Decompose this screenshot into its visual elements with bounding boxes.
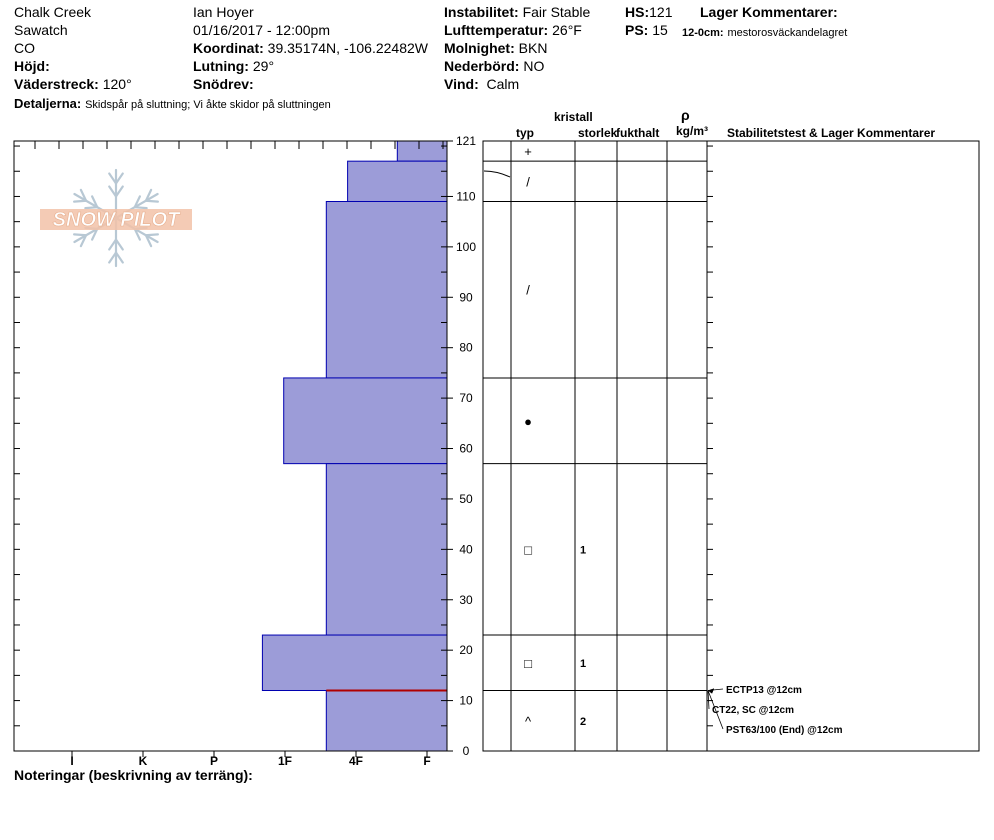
y-tick-label: 70 <box>459 391 473 406</box>
snowflake-branch <box>135 207 147 208</box>
y-tick-label: 90 <box>459 290 473 305</box>
wind-label: Vind: <box>444 76 479 92</box>
wind-value: Calm <box>486 76 520 92</box>
snowflake-branch <box>85 207 97 208</box>
observer: Ian Hoyer <box>193 4 254 20</box>
snowflake-branch <box>146 201 158 202</box>
y-tick-label: 80 <box>459 340 473 355</box>
aspect-value: 120° <box>102 76 132 92</box>
moisture-header: fukthalt <box>616 126 660 140</box>
sky-label: Molnighet: <box>444 40 515 56</box>
notes-label: Noteringar (beskrivning av terräng): <box>14 767 253 783</box>
grain-type-symbol: + <box>524 144 532 160</box>
grain-type-symbol: ● <box>524 413 532 429</box>
layer-comment-depth: 12-0cm: <box>682 27 724 39</box>
precip-label: Nederbörd: <box>444 58 520 74</box>
y-tick-label: 50 <box>459 491 473 506</box>
datetime: 01/16/2017 - 12:00pm <box>193 22 330 38</box>
aspect-label: Väderstreck: <box>14 76 99 92</box>
grain-type-symbol: □ <box>524 655 532 671</box>
y-tick-label: 30 <box>459 592 473 607</box>
hardness-bar <box>397 141 447 161</box>
grain-type-symbol: □ <box>524 542 532 558</box>
slope-label: Lutning: <box>193 58 249 74</box>
crystal-header: kristall <box>554 110 593 124</box>
hardness-bar <box>348 161 447 201</box>
slope-value: 29° <box>252 58 275 74</box>
stability-test-label: PST63/100 (End) @12cm <box>726 725 843 736</box>
hardness-tick-label: P <box>209 754 219 768</box>
stability-label: Instabilitet: <box>444 4 519 20</box>
snowflake-branch <box>146 234 158 235</box>
y-tick-label: 110 <box>456 189 476 204</box>
stability-value: Fair Stable <box>522 4 591 20</box>
grain-type-symbol: / <box>526 282 530 298</box>
hardness-bar <box>284 378 447 464</box>
grain-size-value: 1 <box>579 544 587 557</box>
size-header: storlek <box>578 126 618 140</box>
ps-label: PS: <box>625 22 649 38</box>
y-tick-label: 10 <box>459 693 473 708</box>
hardness-bar <box>326 464 447 635</box>
wind-loading-label: Snödrev: <box>193 76 254 92</box>
location: Chalk Creek <box>14 4 92 20</box>
hardness-tick-label: I <box>70 754 74 768</box>
snowpilot-logo <box>40 170 192 266</box>
hardness-bar <box>262 635 447 690</box>
air-temp-label: Lufttemperatur: <box>444 22 549 38</box>
connector-curve <box>484 171 510 177</box>
type-header: typ <box>516 126 534 140</box>
density-symbol: ρ <box>681 107 690 123</box>
y-tick-label: 20 <box>459 643 473 658</box>
density-unit: kg/m³ <box>676 124 709 138</box>
coord-value: 39.35174N, -106.22482W <box>267 40 428 56</box>
stability-test-label: CT22, SC @12cm <box>712 705 795 716</box>
details-label: Detaljerna: <box>14 96 82 111</box>
ps-value: 15 <box>652 22 668 38</box>
hs-value: 121 <box>649 4 673 20</box>
elevation-label: Höjd: <box>14 58 50 74</box>
hardness-tick-label: 4F <box>348 754 364 768</box>
hs-label: HS: <box>625 4 650 20</box>
grain-type-symbol: / <box>526 174 530 190</box>
details-value: Skidspår på sluttning; Vi åkte skidor på sluttningen <box>85 99 331 111</box>
snowflake-branch <box>74 201 86 202</box>
hardness-tick-label: K <box>138 754 148 768</box>
y-tick-label: 100 <box>455 239 477 254</box>
precip-value: NO <box>523 58 545 74</box>
layer-comment-text: mestorosväckandelagret <box>727 27 848 39</box>
snowflake-branch <box>74 234 86 235</box>
layer-comments-label: Lager Kommentarer: <box>700 4 838 20</box>
grain-size-value: 1 <box>579 657 587 670</box>
state: CO <box>14 40 35 56</box>
logo-text: SNOW PILOT <box>52 209 180 231</box>
hardness-bar <box>326 201 447 377</box>
hardness-tick-label: 1F <box>277 754 293 768</box>
layer-grid-frame <box>483 141 979 751</box>
comments-header: Stabilitetstest & Lager Kommentarer <box>727 126 936 140</box>
y-tick-label: 40 <box>459 542 473 557</box>
grain-type-symbol: ^ <box>524 713 532 729</box>
stability-test-label: ECTP13 @12cm <box>726 685 802 696</box>
hardness-bar <box>326 691 447 751</box>
grain-size-value: 2 <box>579 715 587 728</box>
air-temp-value: 26°F <box>552 22 582 38</box>
hardness-tick-label: F <box>423 754 431 768</box>
sky-value: BKN <box>518 40 548 56</box>
y-tick-label: 0 <box>462 744 470 758</box>
y-tick-label: 121 <box>455 134 477 148</box>
coord-label: Koordinat: <box>193 40 264 56</box>
mountain-range: Sawatch <box>14 22 68 38</box>
y-tick-label: 60 <box>459 441 473 456</box>
